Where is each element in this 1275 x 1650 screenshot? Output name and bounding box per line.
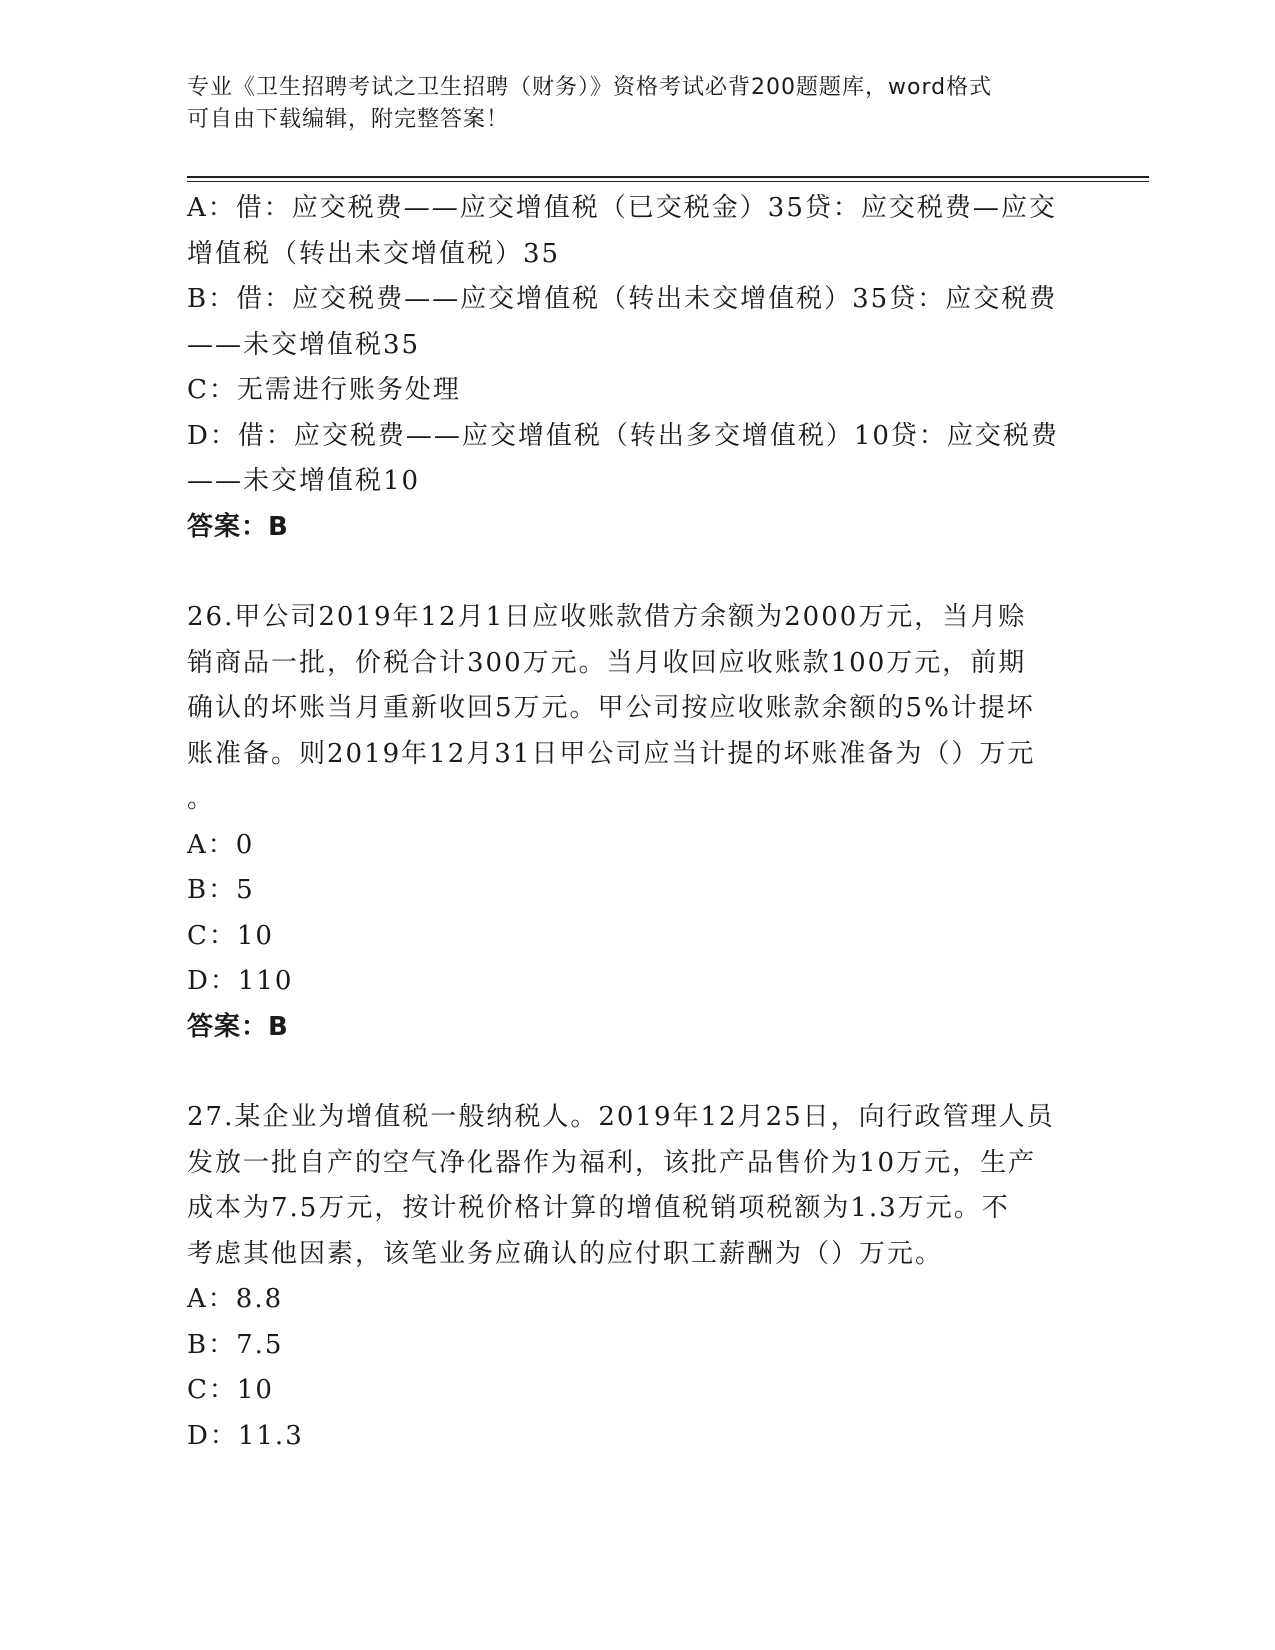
q27-stem-line4: 考虑其他因素，该笔业务应确认的应付职工薪酬为（）万元。 — [187, 1238, 944, 1269]
q26-option-d: D：110 — [187, 966, 294, 996]
q26-option-b: B：5 — [187, 875, 255, 905]
q26-stem-line4: 账准备。则2019年12月31日甲公司应当计提的坏账准备为（）万元 — [187, 738, 1036, 769]
answer-26: 答案：B — [187, 1011, 289, 1042]
q26-option-c: C：10 — [187, 920, 274, 951]
q27-stem-line1: 27.某企业为增值税一般纳税人。2019年12月25日，向行政管理人员 — [187, 1102, 1055, 1132]
option-a-line1: A：借：应交税费——应交增值税（已交税金）35贷：应交税费—应交 — [187, 193, 1057, 223]
question-25 — [187, 186, 1087, 550]
answer-25: 答案：B — [187, 511, 289, 542]
q27-option-b: B：7.5 — [187, 1329, 284, 1360]
q27-stem-line2: 发放一批自产的空气净化器作为福利，该批产品售价为10万元，生产 — [187, 1147, 1037, 1178]
spacer — [187, 1050, 1087, 1095]
document-header — [187, 72, 1067, 136]
header-title-line2: 可自由下载编辑，附完整答案！ — [187, 107, 510, 132]
header-rule-thin — [187, 181, 1149, 182]
option-a-line2: 增值税（转出未交增值税）35 — [187, 238, 561, 269]
document-body — [187, 186, 1087, 1459]
q27-option-a: A：8.8 — [187, 1284, 284, 1314]
header-rule-thick — [187, 176, 1149, 178]
q27-stem-line3: 成本为7.5万元，按计税价格计算的增值税销项税额为1.3万元。不 — [187, 1193, 1010, 1223]
q26-option-a: A：0 — [187, 829, 255, 860]
header-title-line1: 专业《卫生招聘考试之卫生招聘（财务）》资格考试必背200题题库，word格式 — [187, 75, 993, 100]
q26-stem-line3: 确认的坏账当月重新收回5万元。甲公司按应收账款余额的5%计提坏 — [187, 693, 1035, 723]
q27-option-d: D：11.3 — [187, 1420, 304, 1451]
q26-stem-line1: 26.甲公司2019年12月1日应收账款借方余额为2000万元，当月赊 — [187, 602, 1027, 632]
q26-stem-line5: 。 — [187, 784, 216, 814]
option-b-line1: B：借：应交税费——应交增值税（转出未交增值税）35贷：应交税费 — [187, 284, 1058, 314]
option-b-line2: ——未交增值税35 — [187, 329, 421, 360]
option-c-line1: C：无需进行账务处理 — [187, 375, 461, 405]
option-d-line2: ——未交增值税10 — [187, 466, 421, 496]
question-27 — [187, 1095, 1087, 1459]
spacer — [187, 550, 1087, 595]
q26-stem-line2: 销商品一批，价税合计300万元。当月收回应收账款100万元，前期 — [187, 647, 1027, 678]
q27-option-c: C：10 — [187, 1375, 274, 1405]
question-26 — [187, 595, 1087, 1050]
option-d-line1: D：借：应交税费——应交增值税（转出多交增值税）10贷：应交税费 — [187, 420, 1059, 451]
